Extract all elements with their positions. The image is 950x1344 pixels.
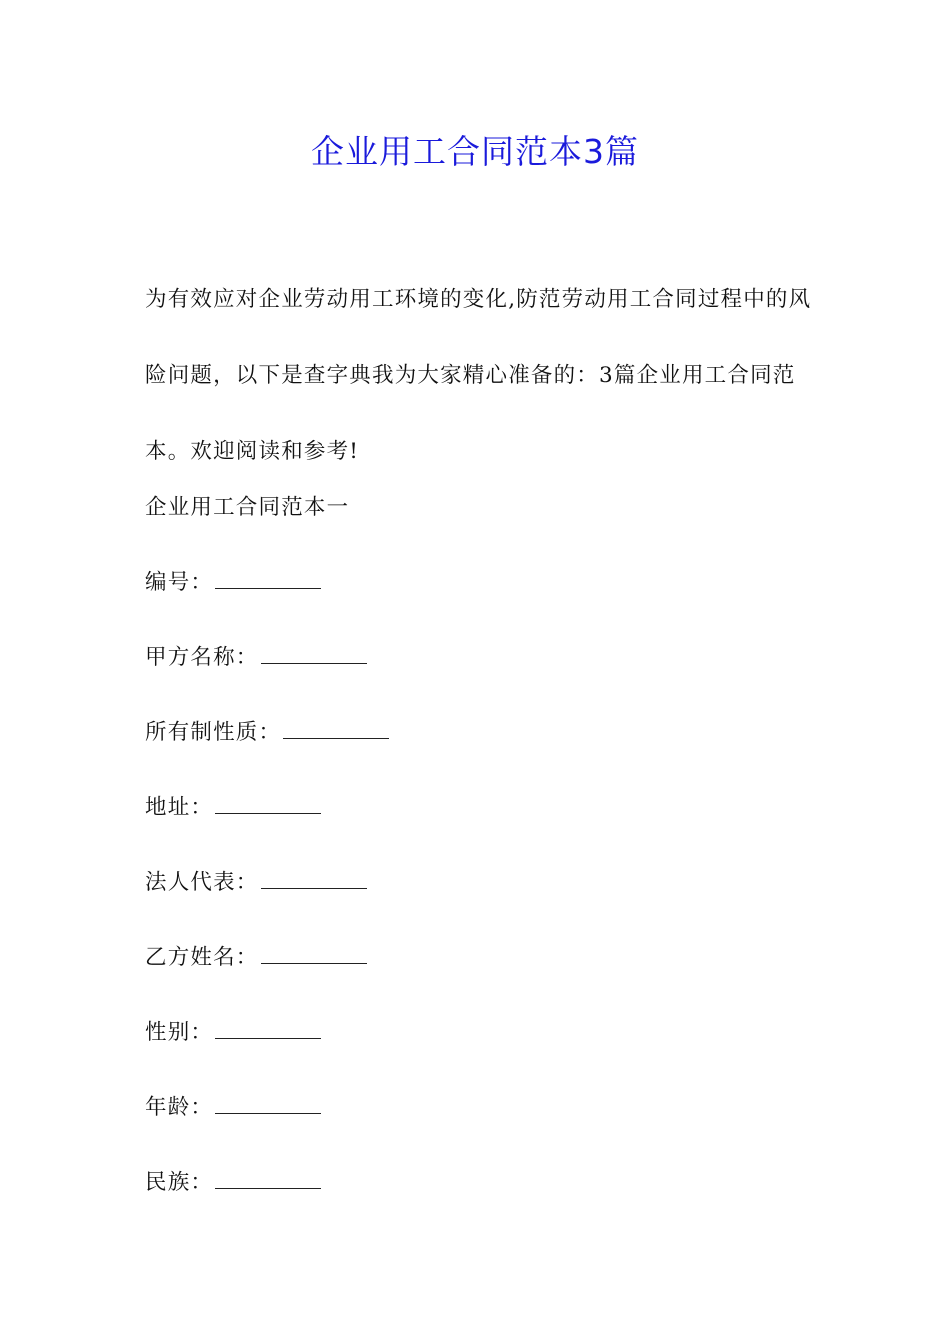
field-label: 编号： xyxy=(145,570,214,595)
intro-paragraph: 为有效应对企业劳动用工环境的变化,防范劳动用工合同过程中的风险问题，以下是查字典我为大家精心准备的：3篇企业用工合同范本。欢迎阅读和参考! xyxy=(145,287,812,464)
fill-in-blank xyxy=(215,1112,321,1114)
field-address xyxy=(145,788,321,828)
field-label: 年龄： xyxy=(145,1095,214,1120)
field-gender xyxy=(145,1013,321,1053)
field-legal-representative xyxy=(145,863,367,903)
field-label: 地址： xyxy=(145,795,214,820)
fill-in-blank xyxy=(261,962,367,964)
field-label: 性别： xyxy=(145,1020,214,1045)
fill-in-blank xyxy=(215,587,321,589)
document-title: 企业用工合同范本3篇 xyxy=(311,132,639,171)
field-label: 甲方名称： xyxy=(145,645,259,670)
field-label: 法人代表： xyxy=(145,870,259,895)
field-ownership-type xyxy=(145,713,389,753)
field-age xyxy=(145,1088,321,1128)
field-party-a-name xyxy=(145,638,367,678)
field-label: 乙方姓名： xyxy=(145,945,259,970)
fill-in-blank xyxy=(215,812,321,814)
field-ethnicity xyxy=(145,1163,321,1203)
fill-in-blank xyxy=(215,1187,321,1189)
field-label: 民族： xyxy=(145,1170,214,1195)
fill-in-blank xyxy=(261,662,367,664)
field-number xyxy=(145,563,321,603)
fill-in-blank xyxy=(261,887,367,889)
fill-in-blank xyxy=(283,737,389,739)
field-label: 所有制性质： xyxy=(145,720,282,745)
field-party-b-name xyxy=(145,938,367,978)
fill-in-blank xyxy=(215,1037,321,1039)
section-heading: 企业用工合同范本一 xyxy=(145,495,350,520)
